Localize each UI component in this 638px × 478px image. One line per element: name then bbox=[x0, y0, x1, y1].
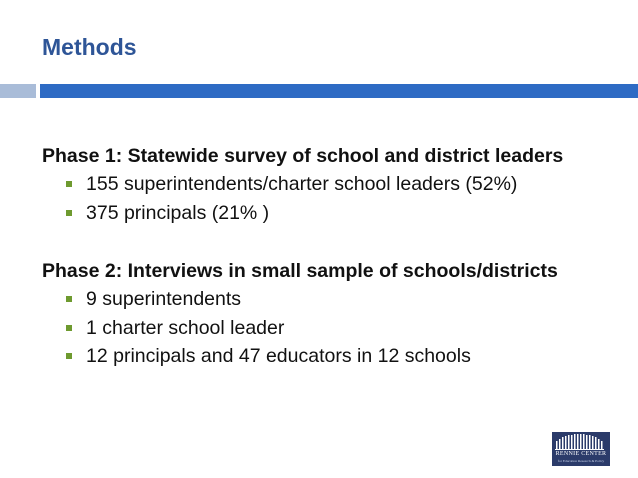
list-item-text: 12 principals and 47 educators in 12 schools bbox=[86, 345, 471, 367]
header-bar-accent bbox=[0, 84, 36, 98]
bullet-square-icon bbox=[66, 296, 72, 302]
list-item-text: 1 charter school leader bbox=[86, 316, 285, 339]
bullet-square-icon bbox=[66, 181, 72, 187]
list-item-text: 155 superintendents/charter school leaders (52%) bbox=[86, 173, 518, 195]
rennie-center-logo bbox=[552, 432, 610, 466]
phase-1-bullets bbox=[42, 170, 632, 227]
phase-2-heading: Phase 2: Interviews in small sample of schools/districts bbox=[42, 260, 558, 282]
logo-name: RENNIE CENTER bbox=[555, 451, 607, 457]
phase-2-bullets bbox=[42, 285, 632, 371]
list-item-text: 375 principals (21% ) bbox=[86, 201, 270, 224]
slide-title: Methods bbox=[42, 34, 137, 60]
logo-tagline: for Education Research & Policy bbox=[557, 459, 605, 463]
slide-content bbox=[42, 142, 632, 371]
bullet-square-icon bbox=[66, 325, 72, 331]
phase-1-heading: Phase 1: Statewide survey of school and district leaders bbox=[42, 145, 564, 167]
header-bar bbox=[40, 84, 638, 98]
list-item bbox=[42, 314, 632, 343]
bullet-square-icon bbox=[66, 353, 72, 359]
building-columns-icon bbox=[552, 432, 610, 450]
list-item bbox=[42, 342, 632, 371]
list-item bbox=[42, 199, 632, 228]
list-item bbox=[42, 285, 632, 314]
bullet-square-icon bbox=[66, 210, 72, 216]
list-item bbox=[42, 170, 632, 199]
list-item-text: 9 superintendents bbox=[86, 288, 242, 310]
